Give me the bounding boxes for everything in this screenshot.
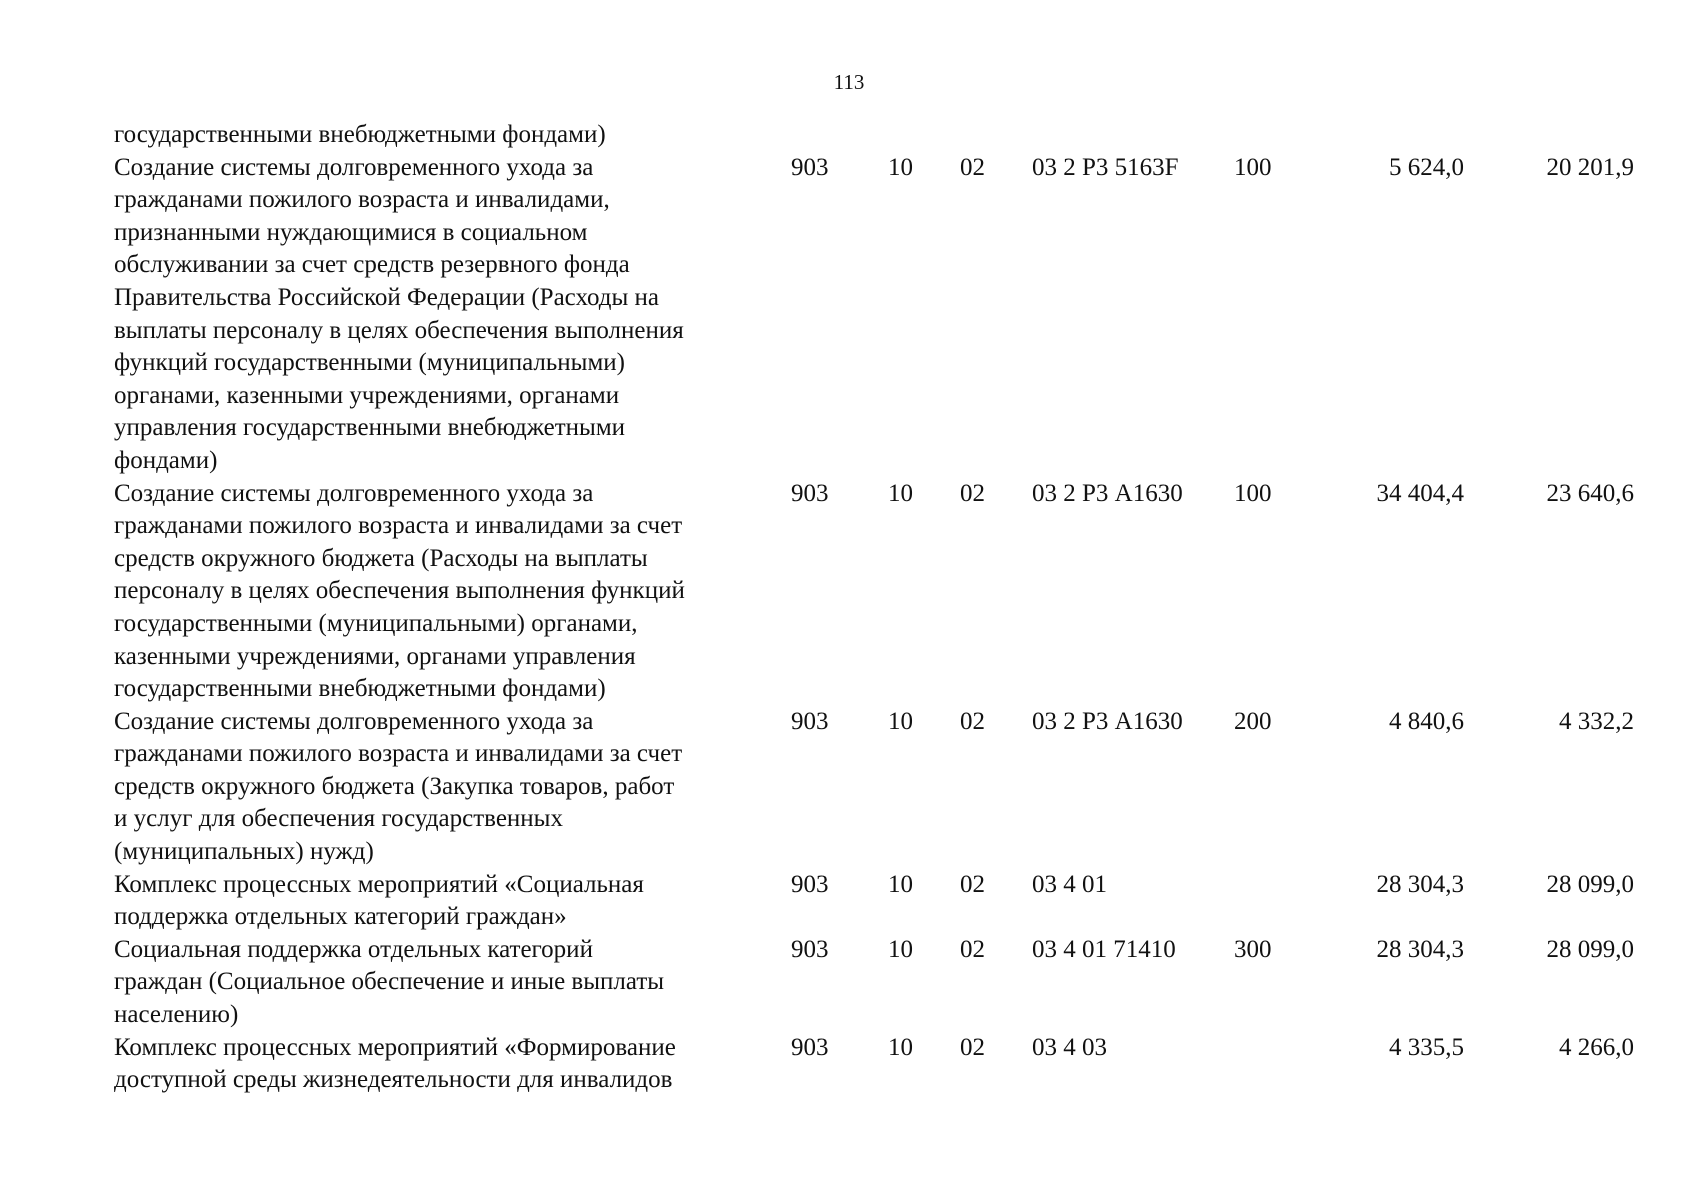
- ministry-code: 903: [791, 935, 829, 963]
- section-code: 10: [888, 479, 913, 507]
- description-line: доступной среды жизнедеятельности для инвалидов: [114, 1066, 673, 1094]
- ministry-code: 903: [791, 707, 829, 735]
- description-line: выплаты персоналу в целях обеспечения выполнения: [114, 316, 684, 344]
- description-line: и услуг для обеспечения государственных: [114, 805, 563, 833]
- table-row: [114, 869, 1664, 934]
- description-line: поддержка отдельных категорий граждан»: [114, 903, 567, 931]
- description-line: гражданами пожилого возраста и инвалидами за счет: [114, 740, 683, 768]
- page-number: 113: [833, 70, 865, 94]
- description-line: обслуживании за счет средств резервного фонда: [114, 251, 630, 279]
- ministry-code: 903: [791, 479, 829, 507]
- expense-type-code: 300: [1234, 935, 1272, 963]
- row-description: [114, 934, 779, 1032]
- budget-table: [114, 119, 1664, 1097]
- amount-year-1: 28 304,3: [1376, 870, 1464, 898]
- subsection-code: 02: [960, 1033, 985, 1061]
- section-code: 10: [888, 1033, 913, 1061]
- subsection-code: 02: [960, 935, 985, 963]
- expense-type-code: 100: [1234, 153, 1272, 181]
- target-article-code: 03 2 Р3 5163F: [1032, 153, 1179, 181]
- description-line: гражданами пожилого возраста и инвалидами,: [114, 186, 610, 214]
- expense-type-code: 100: [1234, 479, 1272, 507]
- description-line: управления государственными внебюджетными: [114, 414, 626, 442]
- description-line: функций государственными (муниципальными): [114, 349, 625, 377]
- description-line: Правительства Российской Федерации (Расходы на: [114, 283, 660, 311]
- description-line: государственными внебюджетными фондами): [114, 121, 606, 148]
- description-line: населению): [114, 1001, 239, 1029]
- description-line: граждан (Социальное обеспечение и иные выплаты: [114, 968, 665, 996]
- subsection-code: 02: [960, 870, 985, 898]
- description-line: Социальная поддержка отдельных категорий: [114, 935, 593, 963]
- description-line: казенными учреждениями, органами управления: [114, 642, 636, 670]
- row-description: [114, 478, 779, 706]
- description-line: Создание системы долговременного ухода за: [114, 707, 594, 735]
- section-code: 10: [888, 870, 913, 898]
- description-line: (муниципальных) нужд): [114, 838, 374, 866]
- section-code: 10: [888, 935, 913, 963]
- subsection-code: 02: [960, 707, 985, 735]
- description-line: органами, казенными учреждениями, органами: [114, 381, 620, 409]
- row-description: [114, 152, 779, 478]
- subsection-code: 02: [960, 479, 985, 507]
- target-article-code: 03 4 01: [1032, 870, 1107, 898]
- amount-year-1: 4 335,5: [1389, 1033, 1464, 1061]
- row-description: [114, 706, 779, 869]
- expense-type-code: 200: [1234, 707, 1272, 735]
- table-row: [114, 706, 1664, 869]
- target-article-code: 03 4 03: [1032, 1033, 1107, 1061]
- amount-year-2: 28 099,0: [1546, 935, 1634, 963]
- amount-year-1: 28 304,3: [1376, 935, 1464, 963]
- ministry-code: 903: [791, 1033, 829, 1061]
- target-article-code: 03 2 Р3 А1630: [1032, 707, 1183, 735]
- table-row: [114, 152, 1664, 478]
- description-line: гражданами пожилого возраста и инвалидами за счет: [114, 512, 683, 540]
- description-line: средств окружного бюджета (Расходы на выплаты: [114, 544, 648, 572]
- row-description: [114, 869, 779, 934]
- ministry-code: 903: [791, 153, 829, 181]
- amount-year-1: 5 624,0: [1389, 153, 1464, 181]
- description-line: Создание системы долговременного ухода за: [114, 153, 594, 181]
- amount-year-1: 34 404,4: [1376, 479, 1464, 507]
- description-line: государственными (муниципальными) органами,: [114, 609, 638, 637]
- table-row: [114, 1032, 1664, 1097]
- amount-year-2: 4 332,2: [1559, 707, 1634, 735]
- description-line: признанными нуждающимися в социальном: [114, 218, 588, 246]
- section-code: 10: [888, 707, 913, 735]
- description-line: Комплекс процессных мероприятий «Формирование: [114, 1033, 676, 1061]
- amount-year-2: 23 640,6: [1546, 479, 1634, 507]
- row-description: [114, 1032, 779, 1097]
- ministry-code: 903: [791, 870, 829, 898]
- description-line: государственными внебюджетными фондами): [114, 675, 606, 703]
- description-line: средств окружного бюджета (Закупка товаров, работ: [114, 772, 675, 800]
- table-row: [114, 478, 1664, 706]
- target-article-code: 03 4 01 71410: [1032, 935, 1176, 963]
- amount-year-2: 28 099,0: [1546, 870, 1634, 898]
- amount-year-2: 4 266,0: [1559, 1033, 1634, 1061]
- description-line: Комплекс процессных мероприятий «Социальная: [114, 870, 644, 898]
- amount-year-1: 4 840,6: [1389, 707, 1464, 735]
- section-code: 10: [888, 153, 913, 181]
- subsection-code: 02: [960, 153, 985, 181]
- description-line: фондами): [114, 446, 218, 474]
- description-line: персоналу в целях обеспечения выполнения функций: [114, 577, 685, 605]
- table-row: [114, 119, 1664, 152]
- description-line: Создание системы долговременного ухода за: [114, 479, 594, 507]
- target-article-code: 03 2 Р3 А1630: [1032, 479, 1183, 507]
- amount-year-2: 20 201,9: [1546, 153, 1634, 181]
- table-row: [114, 934, 1664, 1032]
- row-description: [114, 119, 779, 152]
